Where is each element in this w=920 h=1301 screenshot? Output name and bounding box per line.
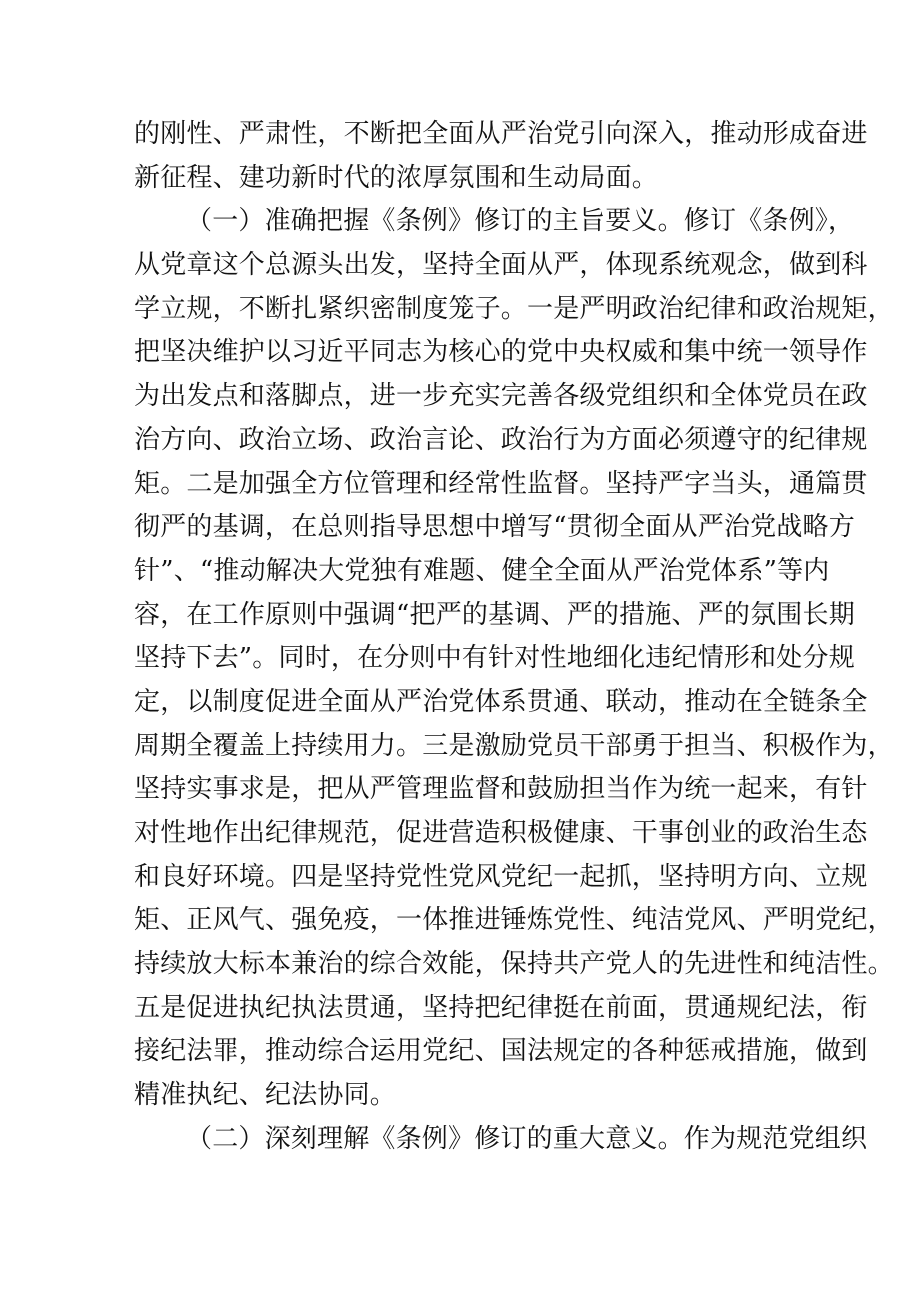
text-line: 持续放大标本兼治的综合效能，保持共产党人的先进性和纯洁性。 (134, 949, 894, 980)
text-line: 矩。二是加强全方位管理和经常性监督。坚持严字当头，通篇贯 (134, 468, 868, 499)
text-line: 和良好环境。四是坚持党性党风党纪一起抓，坚持明方向、立规 (134, 861, 868, 892)
text-line: 针”、“推动解决大党独有难题、健全全面从严治党体系”等内 (134, 555, 830, 586)
text-line: 接纪法罪，推动综合运用党纪、国法规定的各种惩戒措施，做到 (134, 1036, 868, 1067)
text-line: 学立规，不断扎紧织密制度笼子。一是严明政治纪律和政治规矩， (134, 293, 894, 324)
text-line: 对性地作出纪律规范，促进营造积极健康、干事创业的政治生态 (134, 818, 868, 848)
text-line: 从党章这个总源头出发，坚持全面从严，体现系统观念，做到科 (134, 250, 868, 281)
text-line: 治方向、政治立场、政治言论、政治行为方面必须遵守的纪律规 (134, 424, 868, 455)
section-heading-line: （二）深刻理解《条例》修订的重大意义。作为规范党组织 (186, 1123, 868, 1154)
text-line: 坚持下去”。同时，在分则中有针对性地细化违纪情形和处分规 (134, 643, 855, 674)
text-line: 五是促进执纪执法贯通，坚持把纪律挺在前面，贯通规纪法，衔 (134, 992, 868, 1023)
text-line: 矩、正风气、强免疫，一体推进锤炼党性、纯洁党风、严明党纪， (134, 905, 894, 936)
text-line: 彻严的基调，在总则指导思想中增写“贯彻全面从严治党战略方 (134, 512, 855, 543)
text-line: 定，以制度促进全面从严治党体系贯通、联动，推动在全链条全 (134, 686, 868, 717)
text-line: 新征程、建功新时代的浓厚氛围和生动局面。 (134, 162, 659, 193)
text-line: 容，在工作原则中强调“把严的基调、严的措施、严的氛围长期 (134, 599, 855, 630)
text-line: 为出发点和落脚点，进一步充实完善各级党组织和全体党员在政 (134, 381, 868, 412)
text-line: 的刚性、严肃性，不断把全面从严治党引向深入，推动形成奋进 (134, 119, 868, 149)
text-line: 把坚决维护以习近平同志为核心的党中央权威和集中统一领导作 (134, 337, 868, 368)
body-text (134, 113, 894, 1162)
text-line: 坚持实事求是，把从严管理监督和鼓励担当作为统一起来，有针 (134, 774, 868, 805)
text-line: 精准执纪、纪法协同。 (134, 1080, 397, 1111)
section-heading-line: （一）准确把握《条例》修订的主旨要义。修订《条例》， (186, 206, 855, 237)
text-line: 周期全覆盖上持续用力。三是激励党员干部勇于担当、积极作为， (134, 730, 894, 761)
